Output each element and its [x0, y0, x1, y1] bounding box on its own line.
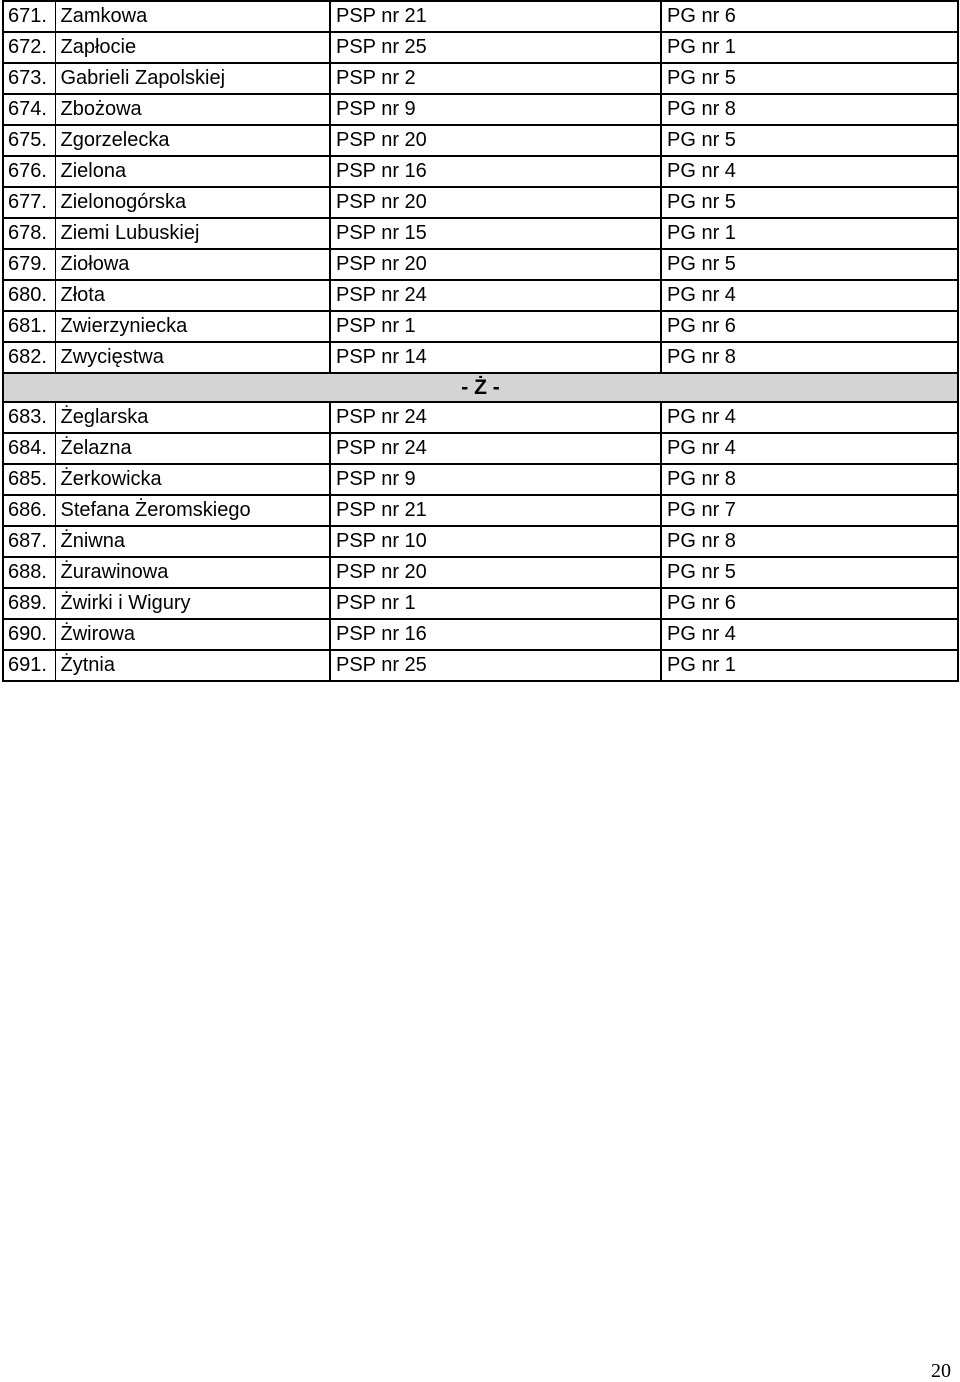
middle-school: PG nr 5 — [661, 187, 958, 218]
primary-school: PSP nr 9 — [330, 464, 661, 495]
row-number: 671. — [3, 1, 55, 32]
row-number: 687. — [3, 526, 55, 557]
table-row — [3, 280, 958, 311]
table-row — [3, 1, 958, 32]
middle-school: PG nr 8 — [661, 464, 958, 495]
street-name: Zbożowa — [55, 94, 330, 125]
primary-school: PSP nr 9 — [330, 94, 661, 125]
table-row — [3, 249, 958, 280]
middle-school: PG nr 7 — [661, 495, 958, 526]
primary-school: PSP nr 20 — [330, 557, 661, 588]
table-row — [3, 187, 958, 218]
row-number: 674. — [3, 94, 55, 125]
middle-school: PG nr 8 — [661, 94, 958, 125]
street-name: Zwycięstwa — [55, 342, 330, 373]
section-header-letter: - Ż - — [3, 373, 958, 402]
street-school-table-page — [2, 0, 957, 682]
middle-school: PG nr 1 — [661, 650, 958, 681]
primary-school: PSP nr 25 — [330, 650, 661, 681]
street-name: Żurawinowa — [55, 557, 330, 588]
street-name: Ziemi Lubuskiej — [55, 218, 330, 249]
table-row — [3, 588, 958, 619]
street-name: Ziołowa — [55, 249, 330, 280]
table-row — [3, 619, 958, 650]
street-name: Zielonogórska — [55, 187, 330, 218]
primary-school: PSP nr 10 — [330, 526, 661, 557]
middle-school: PG nr 6 — [661, 588, 958, 619]
primary-school: PSP nr 24 — [330, 402, 661, 433]
street-name: Zgorzelecka — [55, 125, 330, 156]
primary-school: PSP nr 16 — [330, 156, 661, 187]
street-name: Stefana Żeromskiego — [55, 495, 330, 526]
row-number: 677. — [3, 187, 55, 218]
row-number: 673. — [3, 63, 55, 94]
street-name: Żniwna — [55, 526, 330, 557]
row-number: 688. — [3, 557, 55, 588]
street-name: Zamkowa — [55, 1, 330, 32]
rows-before-section — [3, 1, 958, 373]
page-number: 20 — [931, 1360, 951, 1382]
rows-after-section — [3, 402, 958, 681]
row-number: 676. — [3, 156, 55, 187]
middle-school: PG nr 1 — [661, 32, 958, 63]
table-row — [3, 526, 958, 557]
section-divider — [3, 373, 958, 402]
primary-school: PSP nr 2 — [330, 63, 661, 94]
table-row — [3, 402, 958, 433]
primary-school: PSP nr 25 — [330, 32, 661, 63]
street-name: Gabrieli Zapolskiej — [55, 63, 330, 94]
street-name: Złota — [55, 280, 330, 311]
street-name: Żeglarska — [55, 402, 330, 433]
middle-school: PG nr 1 — [661, 218, 958, 249]
table-row — [3, 218, 958, 249]
middle-school: PG nr 5 — [661, 63, 958, 94]
middle-school: PG nr 4 — [661, 280, 958, 311]
row-number: 690. — [3, 619, 55, 650]
middle-school: PG nr 8 — [661, 342, 958, 373]
primary-school: PSP nr 20 — [330, 187, 661, 218]
primary-school: PSP nr 16 — [330, 619, 661, 650]
primary-school: PSP nr 21 — [330, 495, 661, 526]
middle-school: PG nr 5 — [661, 557, 958, 588]
middle-school: PG nr 5 — [661, 125, 958, 156]
table-row — [3, 125, 958, 156]
row-number: 689. — [3, 588, 55, 619]
street-name: Żwirowa — [55, 619, 330, 650]
primary-school: PSP nr 1 — [330, 311, 661, 342]
middle-school: PG nr 6 — [661, 311, 958, 342]
row-number: 672. — [3, 32, 55, 63]
street-name: Żerkowicka — [55, 464, 330, 495]
primary-school: PSP nr 1 — [330, 588, 661, 619]
row-number: 681. — [3, 311, 55, 342]
table-row — [3, 342, 958, 373]
middle-school: PG nr 8 — [661, 526, 958, 557]
row-number: 683. — [3, 402, 55, 433]
middle-school: PG nr 4 — [661, 433, 958, 464]
section-header-row — [3, 373, 958, 402]
table-row — [3, 32, 958, 63]
table-row — [3, 650, 958, 681]
street-school-table — [2, 0, 959, 682]
row-number: 680. — [3, 280, 55, 311]
street-name: Zielona — [55, 156, 330, 187]
row-number: 685. — [3, 464, 55, 495]
row-number: 675. — [3, 125, 55, 156]
street-name: Żelazna — [55, 433, 330, 464]
table-row — [3, 464, 958, 495]
row-number: 691. — [3, 650, 55, 681]
table-row — [3, 94, 958, 125]
middle-school: PG nr 5 — [661, 249, 958, 280]
primary-school: PSP nr 15 — [330, 218, 661, 249]
row-number: 686. — [3, 495, 55, 526]
table-row — [3, 311, 958, 342]
row-number: 679. — [3, 249, 55, 280]
primary-school: PSP nr 24 — [330, 433, 661, 464]
table-row — [3, 433, 958, 464]
primary-school: PSP nr 20 — [330, 249, 661, 280]
middle-school: PG nr 6 — [661, 1, 958, 32]
row-number: 684. — [3, 433, 55, 464]
table-row — [3, 156, 958, 187]
street-name: Żwirki i Wigury — [55, 588, 330, 619]
row-number: 678. — [3, 218, 55, 249]
primary-school: PSP nr 21 — [330, 1, 661, 32]
street-name: Zwierzyniecka — [55, 311, 330, 342]
row-number: 682. — [3, 342, 55, 373]
primary-school: PSP nr 24 — [330, 280, 661, 311]
table-row — [3, 495, 958, 526]
table-row — [3, 557, 958, 588]
primary-school: PSP nr 14 — [330, 342, 661, 373]
street-name: Żytnia — [55, 650, 330, 681]
middle-school: PG nr 4 — [661, 156, 958, 187]
table-row — [3, 63, 958, 94]
street-name: Zapłocie — [55, 32, 330, 63]
middle-school: PG nr 4 — [661, 619, 958, 650]
primary-school: PSP nr 20 — [330, 125, 661, 156]
middle-school: PG nr 4 — [661, 402, 958, 433]
